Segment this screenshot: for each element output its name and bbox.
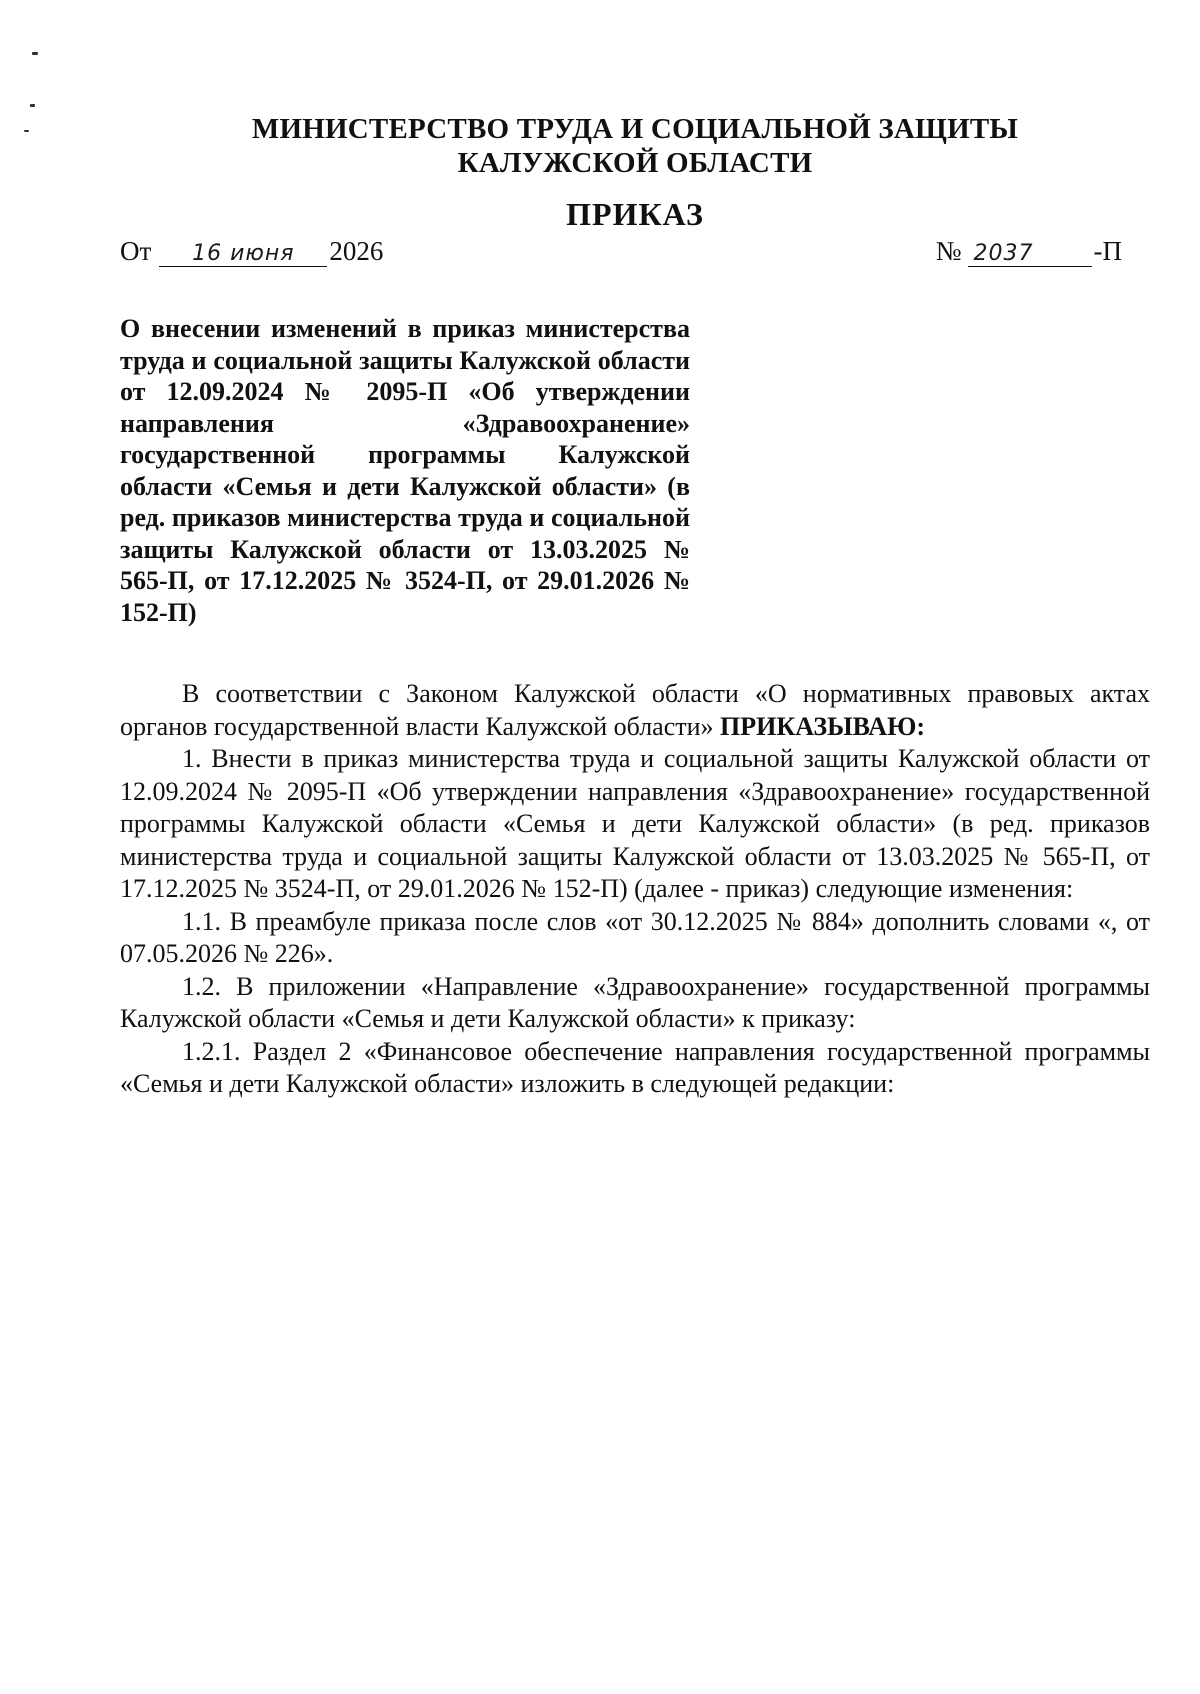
number-suffix: -П [1093,236,1122,266]
date-prefix: От [120,236,152,266]
order-title: ПРИКАЗ [566,196,704,232]
preamble-paragraph [120,678,1150,743]
ministry-heading [0,112,1200,180]
number-handwritten: 2037 [968,241,1092,267]
order-number [936,236,1122,267]
paragraph-1-1: 1.1. В преамбуле приказа после слов «от 30.12.2025 № 884» дополнить словами «, от 07.05.2026 № 226». [120,906,1150,968]
number-prefix: № [935,236,962,266]
date-handwritten: 16 июня [159,241,327,267]
order-date [120,236,383,267]
paragraph-1: 1. Внести в приказ министерства труда и социальной защиты Калужской области от 12.09.2024 № 2095-П «Об утверждении направления «Здравоохранение» государственной программы Калужской области «Семья и дети Калужской области» (в ред. приказов министерства труда и социальной защиты Калужской области от 13.03.2025 № 565-П, от 17.12.2025 № 3524-П, от 29.01.2026 № 152-П) (далее - приказ) следующие изменения: [120,744,1150,903]
date-year: 2026 [329,236,384,266]
preamble-command: ПРИКАЗЫВАЮ: [720,711,926,741]
ministry-line-2: КАЛУЖСКОЙ ОБЛАСТИ [457,147,813,179]
scan-speck [30,104,35,107]
ministry-line-1: МИНИСТЕРСТВО ТРУДА И СОЦИАЛЬНОЙ ЗАЩИТЫ [251,113,1019,145]
order-subject: О внесении изменений в приказ министерства труда и социальной защиты Калужской области от 12.09.2024 № 2095-П «Об утверждении направления «Здравоохранение» государственной программы Калужской области «Семья и дети Калужской области» (в ред. приказов министерства труда и социальной защиты Калужской области от 13.03.2025 № 565-П, от 17.12.2025 № 3524-П, от 29.01.2026 № 152-П) [120,314,690,627]
scan-speck [32,52,38,55]
paragraph-1-2-1: 1.2.1. Раздел 2 «Финансовое обеспечение направления государственной программы «Семья и дети Калужской области» изложить в следующей редакции: [120,1036,1150,1098]
preamble-text: В соответствии с Законом Калужской области «О нормативных правовых актах органов государственной власти Калужской области» [120,679,1150,741]
order-body [120,678,1150,1101]
paragraph-1-2: 1.2. В приложении «Направление «Здравоохранение» государственной программы Калужской области «Семья и дети Калужской области» к приказу: [120,971,1150,1033]
